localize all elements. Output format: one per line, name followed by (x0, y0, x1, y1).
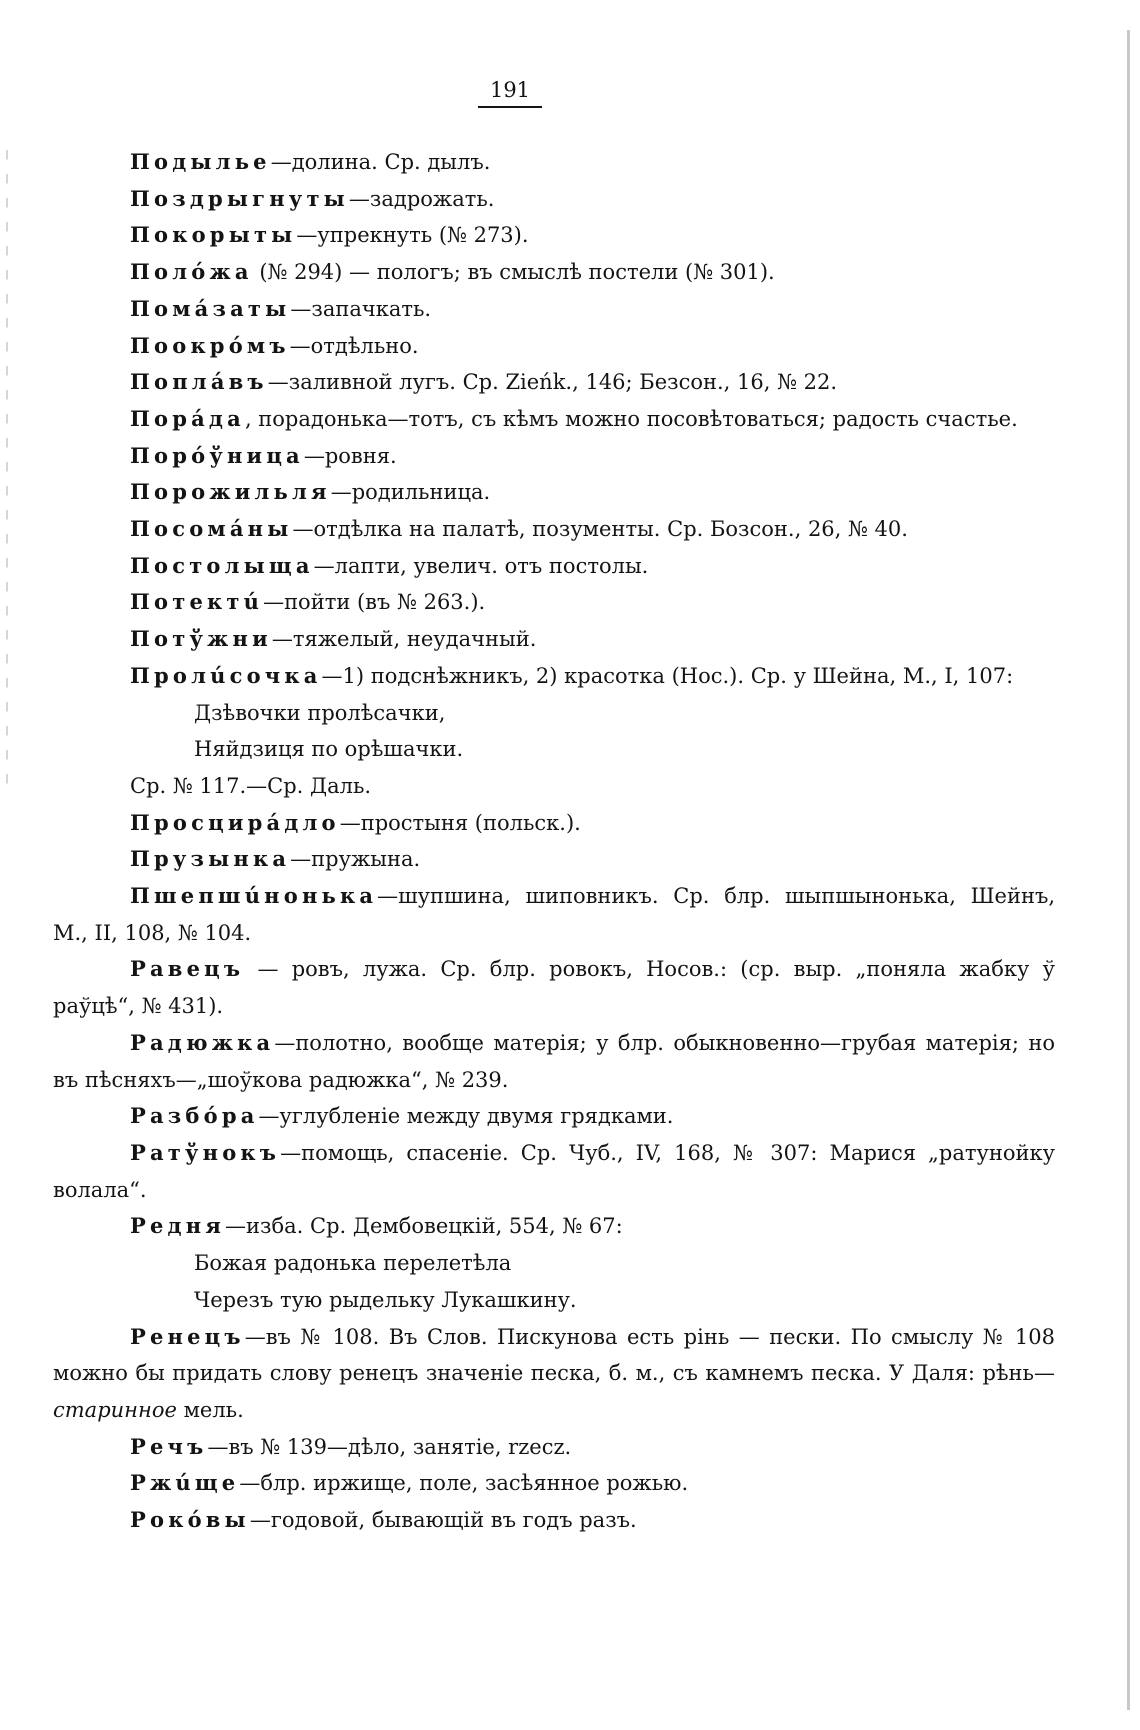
definition: (№ 294) — пологъ; въ смыслѣ постели (№ 301). (252, 260, 775, 285)
headword: Прузынка (130, 846, 291, 872)
entry (53, 364, 1055, 401)
headword: Порóўница (130, 442, 304, 468)
headword: Ренецъ (130, 1323, 245, 1349)
definition: —полотно, вообще матерія; у блр. обыкновенно—грубая матерія; но въ пѣсняхъ—„шоўкова радюжка“, № 239. (53, 1030, 1055, 1092)
entry (53, 621, 1055, 658)
headword: Подылье (130, 149, 271, 174)
verse-line: Божая радонька перелетѣла (194, 1251, 512, 1276)
headword: Рокóвы (130, 1507, 250, 1533)
definition: —1) подснѣжникъ, 2) красотка (Нос.). Ср. у Шейна, М., I, 107: (321, 663, 1014, 688)
headword: Редня (130, 1213, 226, 1239)
headword: Пролúсочка (130, 662, 322, 688)
headword: Потектú (130, 589, 264, 615)
headword: Поплáвъ (130, 369, 268, 395)
entry (53, 878, 1055, 951)
headword: Пшепшúнонька (130, 883, 378, 909)
headword: Помáзаты (130, 295, 291, 321)
entry (53, 438, 1055, 475)
definition: —въ № 108. Въ Слов. Пискунова есть рінь — пески. По смыслу № 108 можно бы придать слову ренецъ значеніе песка, б. м., съ камнемъ песка. У Даля: рѣнь— (53, 1324, 1055, 1386)
definition: —ровня. (303, 443, 397, 468)
definition: —помощь, спасеніе. Ср. Чуб., IV, 168, № 307: Марися „ратунойку волала“. (53, 1140, 1055, 1202)
page-number: 191 (478, 78, 542, 108)
definition: —отдѣльно. (289, 333, 419, 358)
entry (53, 1429, 1055, 1466)
entry (53, 144, 1055, 181)
entry (53, 217, 1055, 254)
entry (53, 1319, 1055, 1429)
verse-quote (53, 1245, 1055, 1318)
entry (53, 584, 1055, 621)
definition: —пойти (въ № 263.). (263, 590, 486, 615)
entry (53, 548, 1055, 585)
entry (53, 328, 1055, 365)
entry (53, 1098, 1055, 1135)
definition: —родильница. (330, 480, 491, 505)
verse-quote (53, 695, 1055, 768)
headword: Радюжка (130, 1029, 275, 1055)
definition: —изба. Ср. Дембовецкій, 554, № 67: (225, 1214, 623, 1239)
cross-reference: Ср. № 117.—Ср. Даль. (130, 773, 372, 798)
definition: —упрекнуть (№ 273). (296, 223, 529, 248)
definition: —углубленіе между двумя грядками. (258, 1104, 674, 1129)
headword: Покорыты (130, 222, 297, 248)
entry (53, 1135, 1055, 1208)
entry (53, 291, 1055, 328)
verse-line: Черезъ тую рыдельку Лукашкину. (194, 1287, 577, 1312)
headword: Речъ (130, 1433, 208, 1459)
entry (53, 254, 1055, 291)
headword: Порожильля (130, 479, 331, 505)
verse-line: Дзѣвочки пролѣсачки, (194, 700, 446, 725)
entry (53, 951, 1055, 1024)
entry (53, 401, 1055, 438)
definition: —простыня (польск.). (339, 810, 581, 835)
definition: —пружына. (290, 847, 421, 872)
entry (53, 181, 1055, 218)
definition: — ровъ, лужа. Ср. блр. ровокъ, Носов.: (ср. выр. „поняла жабку ў раўцѣ“, № 431). (53, 957, 1055, 1019)
entry (53, 1025, 1055, 1098)
entry (53, 805, 1055, 842)
definition: —задрожать. (348, 186, 495, 211)
definition: —въ № 139—дѣло, занятіе, rzecz. (207, 1434, 572, 1459)
scan-edge-shadow (1127, 30, 1130, 1710)
definition: —лапти, увелич. отъ постолы. (313, 553, 649, 578)
headword: Поокрóмъ (130, 332, 290, 358)
definition: , порадонька—тотъ, съ кѣмъ можно посовѣтоваться; радость счастье. (244, 406, 1018, 431)
entry (53, 1502, 1055, 1539)
headword: Порáда (130, 405, 245, 431)
definition: —отдѣлка на палатѣ, позументы. Ср. Бозсон., 26, № 40. (292, 517, 908, 542)
verse-line: Няйдзиця по орѣшачки. (194, 737, 464, 762)
headword: Разбóра (130, 1103, 259, 1129)
headword: Посомáны (130, 516, 293, 542)
definition: —запачкать. (290, 296, 432, 321)
headword: Просцирáдло (130, 809, 340, 835)
entry (53, 1208, 1055, 1245)
definition: —шупшина, шиповникъ. Ср. блр. шыпшынонька, Шейнъ, М., II, 108, № 104. (53, 884, 1055, 945)
definition: —блр. иржище, поле, засѣянное рожью. (239, 1471, 689, 1496)
definition: —годовой, бывающій въ годъ разъ. (249, 1508, 637, 1533)
definition: —долина. Ср. дылъ. (270, 150, 491, 174)
headword: Потўжни (130, 626, 272, 652)
headword: Равецъ (130, 956, 245, 982)
headword: Постолыща (130, 552, 314, 578)
definition-emphasis: старинное (53, 1397, 177, 1422)
definition: —заливной лугъ. Ср. Zieńk., 146; Безсон., 16, № 22. (267, 370, 838, 395)
headword: Полóжа (130, 259, 253, 285)
entry (53, 841, 1055, 878)
entry (53, 1465, 1055, 1502)
definition: —тяжелый, неудачный. (271, 627, 537, 652)
entry (53, 474, 1055, 511)
dictionary-body (53, 144, 1055, 1539)
definition: мель. (176, 1397, 244, 1422)
entry (53, 511, 1055, 548)
headword: Поздрыгнуты (130, 185, 349, 211)
headword: Ратўнокъ (130, 1139, 281, 1165)
entry (53, 658, 1055, 695)
scan-edge-mark (6, 150, 8, 790)
headword: Ржúще (130, 1470, 240, 1496)
